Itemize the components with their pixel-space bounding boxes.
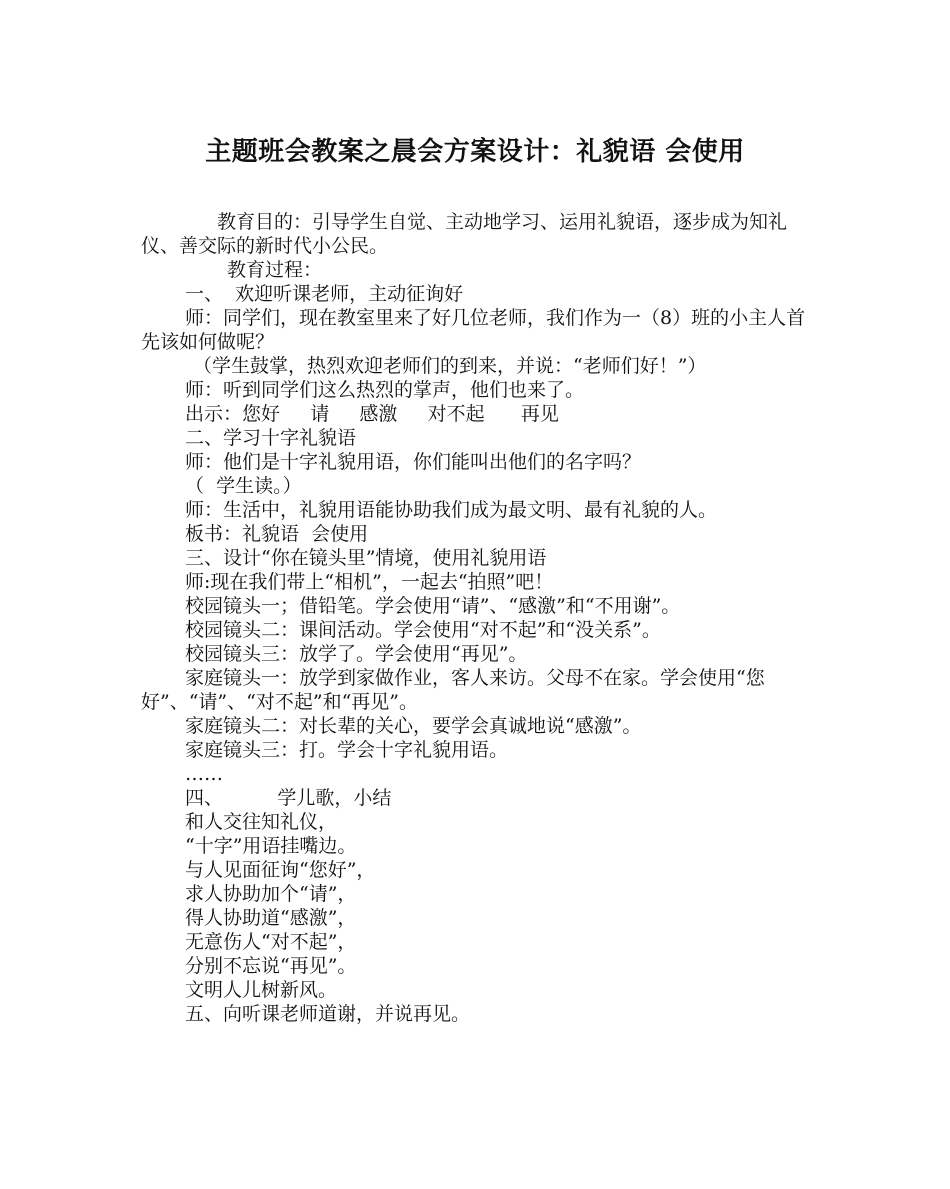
paragraph: 校园镜头一；借铅笔。学会使用“请”、“感激”和“不用谢”。	[185, 595, 681, 617]
paragraph: 出示：您好 请 感激 对不起 再见	[185, 403, 559, 425]
paragraph: 家庭镜头一：放学到家做作业，客人来访。父母不在家。学会使用“您好”、“请”、“对不起”和“再见”。	[141, 667, 765, 713]
section-heading-3: 三、设计“你在镜头里”情境，使用礼貌用语	[185, 547, 547, 569]
section-heading-5: 五、向听课老师道谢，并说再见。	[185, 1003, 471, 1025]
paragraph-objective: 教育目的：引导学生自觉、主动地学习、运用礼貌语，逐步成为知礼仪、善交际的新时代小公民。	[141, 211, 788, 257]
section-heading-1: 一、 欢迎听课老师，主动征询好	[185, 283, 464, 305]
paragraph: （学生鼓掌，热烈欢迎老师们的到来，并说：“老师们好！”）	[193, 355, 707, 377]
paragraph: 家庭镜头三：打。学会十字礼貌用语。	[185, 739, 509, 761]
section-heading-4: 四、 学儿歌，小结	[185, 787, 392, 809]
paragraph: 师：听到同学们这么热烈的掌声，他们也来了。	[185, 379, 585, 401]
document-body	[141, 210, 813, 1026]
poem-line: 文明人儿树新风。	[185, 979, 338, 1001]
ellipsis: ……	[185, 763, 223, 785]
paragraph: 师：他们是十字礼貌用语，你们能叫出他们的名字吗？	[185, 451, 642, 473]
paragraph: 校园镜头二：课间活动。学会使用“对不起”和“没关系”。	[185, 619, 661, 641]
poem-line: 得人协助道“感激”，	[185, 907, 357, 929]
poem-line: 无意伤人“对不起”，	[185, 931, 357, 953]
paragraph: （ 学生读。）	[185, 475, 302, 497]
document-title: 主题班会教案之晨会方案设计：礼貌语 会使用	[205, 137, 745, 167]
paragraph: 师：生活中，礼貌用语能协助我们成为最文明、最有礼貌的人。	[185, 499, 718, 521]
poem-line: 和人交往知礼仪，	[185, 811, 338, 833]
poem-line: 求人协助加个“请”，	[185, 883, 357, 905]
paragraph: 师:现在我们带上“相机”，一起去“拍照”吧！	[185, 571, 554, 593]
paragraph: 家庭镜头二：对长辈的关心，要学会真诚地说“感激”。	[185, 715, 642, 737]
paragraph: 校园镜头三：放学了。学会使用“再见”。	[185, 643, 528, 665]
paragraph: 板书：礼貌语 会使用	[185, 523, 369, 545]
poem-line: “十字”用语挂嘴边。	[185, 835, 357, 857]
paragraph-process-heading: 教育过程：	[227, 259, 323, 281]
paragraph: 师：同学们，现在教室里来了好几位老师，我们作为一（8）班的小主人首先该如何做呢？	[141, 307, 806, 353]
section-heading-2: 二、学习十字礼貌语	[185, 427, 357, 449]
poem-line: 分别不忘说“再见”。	[185, 955, 357, 977]
poem-line: 与人见面征询“您好”，	[185, 859, 376, 881]
